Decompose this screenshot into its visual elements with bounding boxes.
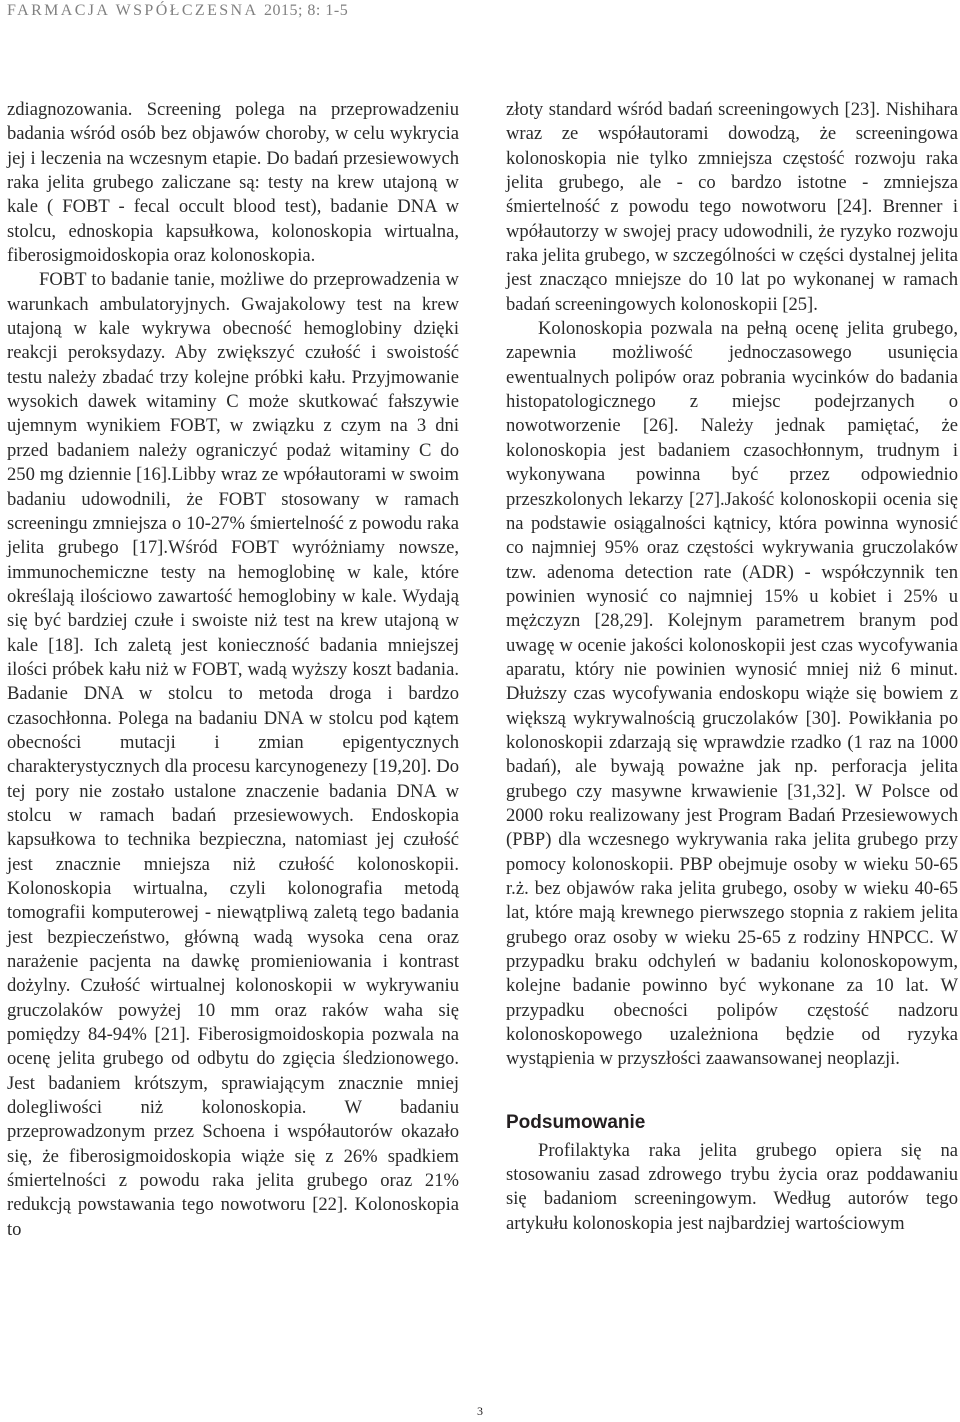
summary-paragraph: Profilaktyka raka jelita grubego opiera się na stosowaniu zasad zdrowego trybu życia oraz poddawaniu się badaniom screeningowym. Według autorów tego artykułu kolonoskopia jest najbardziej wartościowym (506, 1139, 958, 1234)
left-column (7, 98, 459, 1242)
left-paragraph-2: FOBT to badanie tanie, możliwe do przeprowadzenia w warunkach ambulatoryjnych. Gwajakolowy test na krew utajoną w kale wykrywa obecność hemoglobiny dzięki reakcji peroksydazy. Aby zwiększyć czułość i swoistość testu należy zbadać trzy kolejne próbki kału. Przyjmowanie wysokich dawek witaminy C może skutkować fałszywie ujemnym wynikiem FOBT, w związku z czym na 3 dni przed badaniem należy ograniczyć podaż witaminy C do 250 mg dziennie [16].Libby wraz ze wpółautorami w swoim badaniu udowodnili, że FOBT stosowany w ramach screeningu zmniejsza o 10-27% śmiertelność z powodu raka jelita grubego [17].Wśród FOBT wyróżniamy nowsze, immunochemiczne testy na hemoglobinę w kale, które określają ilościowo zawartość hemoglobiny w kale. Wydają się być bardziej czułe i swoiste niż test na krew utajoną w kale [18]. Ich zaletą jest konieczność badania mniejszej ilości próbek kału niż w FOBT, wadą wyższy koszt badania. Badanie DNA w stolcu to metoda droga i bardzo czasochłonna. Polega na badaniu DNA w stolcu pod kątem obecności mutacji i zmian epigentycznych charakterystycznych dla procesu karcynogenezy [19,20]. Do tej pory nie zostało ustalone znaczenie badania DNA w stolcu w ramach badań przesiewowych. Endoskopia kapsułkowa to technika bezpieczna, natomiast jej czułość jest znacznie mniejsza niż czułość kolonoskopii. Kolonoskopia wirtualna, czyli kolonografia metodą tomografii komputerowej - niewątpliwą zaletą tego badania jest bezpieczeństwo, główną wadą wysoka cena oraz narażenie pacjenta na dawkę promieniowania i kontrast dożylny. Czułość wirtualnej kolonoskopii w wykrywaniu gruczolaków powyżej 10 mm oraz raków waha się pomiędzy 84-94% [21]. Fiberosigmoidoskopia pozwala na ocenę jelita grubego od odbytu do zgięcia śledzionowego. Jest badaniem krótszym, sprawiającym znacznie mniej dolegliwości niż kolonoskopia. W badaniu przeprowadzonym przez Schoena i współautorów okazało się, że fiberosigmoidoskopia wiąże się z 26% spadkiem śmiertelności z powodu raka jelita grubego oraz 21% redukcją powstawania tego nowotworu [22]. Kolonoskopia to (7, 269, 459, 1240)
running-header (7, 2, 348, 20)
right-paragraph-1: złoty standard wśród badań screeningowych [23]. Nishihara wraz ze współautorami dowodzą, że screeningowa kolonoskopia nie tylko zmniejsza częstość rozwoju raka jelita grubego, ale - co bardzo istotne - zmniejsza śmiertelność z powodu tego nowotworu [24]. Brenner i wpółautorzy w swojej pracy udowodnili, że ryzyko rozwoju raka jelita grubego, w szczególności w części dystalnej jelita jest znacząco mniejsze do 10 lat po wykonanej w ramach badań screeningowych kolonoskopii [25]. (506, 99, 958, 315)
page-number: 3 (477, 1404, 483, 1418)
section-heading-summary: Podsumowanie (506, 1111, 646, 1133)
left-paragraph-1: zdiagnozowania. Screening polega na przeprowadzeniu badania wśród osób bez objawów choroby, w celu wykrycia jej i leczenia na wczesnym etapie. Do badań przesiewowych raka jelita grubego zaliczane są: testy na krew utajoną w kale ( FOBT - fecal occult blood test), badanie DNA w stolcu, ednoskopia kapsułkowa, kolonoskopia wirtualna, fiberosigmoidoskopia oraz kolonoskopia. (7, 99, 459, 267)
right-column (506, 98, 958, 1236)
journal-citation: 2015; 8: 1-5 (263, 2, 349, 19)
journal-title: FARMACJA WSPÓŁCZESNA (7, 2, 258, 19)
right-paragraph-2: Kolonoskopia pozwala na pełną ocenę jelita grubego, zapewnia możliwość jednoczasowego usunięcia ewentualnych polipów oraz pobrania wycinków do badania histopatologicznego z miejsc podejrzanych o nowotworzenie [26]. Należy jednak pamiętać, że kolonoskopia jest badaniem czasochłonnym, trudnym i wykonywana powinna być przez odpowiednio przeszkolonych lekarzy [27].Jakość kolonoskopii ocenia się na podstawie osiągalności kątnicy, która powinna wynosić co najmniej 95% oraz częstości wykrywania gruczolaków tzw. adenoma detection rate (ADR) - współczynnik ten powinien wynosić co najmniej 15% u kobiet i 25% u mężczyzn [28,29]. Kolejnym parametrem branym pod uwagę w ocenie jakości kolonoskopii jest czas wycofywania aparatu, który nie powinien wynosić mniej niż 6 minut. Dłuższy czas wycofywania endoskopu wiąże się bowiem z większą wykrywalnością gruczolaków [30]. Powikłania po kolonoskopii zdarzają się wprawdzie rzadko (1 raz na 1000 badań), ale bywają poważne jak np. perforacja jelita grubego czy masywne krwawienie [31,32]. W Polsce od 2000 roku realizowany jest Program Badań Przesiewowych (PBP) dla wczesnego wykrywania raka jelita grubego przy pomocy kolonoskopii. PBP obejmuje osoby w wieku 50-65 r.ż. bez objawów raka jelita grubego, osoby w wieku 40-65 lat, które mają krewnego pierwszego stopnia z rakiem jelita grubego oraz osoby w wieku 25-65 z rodziny HNPCC. W przypadku braku odchyleń w badaniu kolonoskopowym, kolejne badanie powinno być wykonane za 10 lat. W przypadku obecności polipów częstość nadzoru kolonoskopowego uzależniona będzie od ryzyka wystąpienia w przyszłości zaawansowanej neoplazji. (506, 318, 958, 1070)
